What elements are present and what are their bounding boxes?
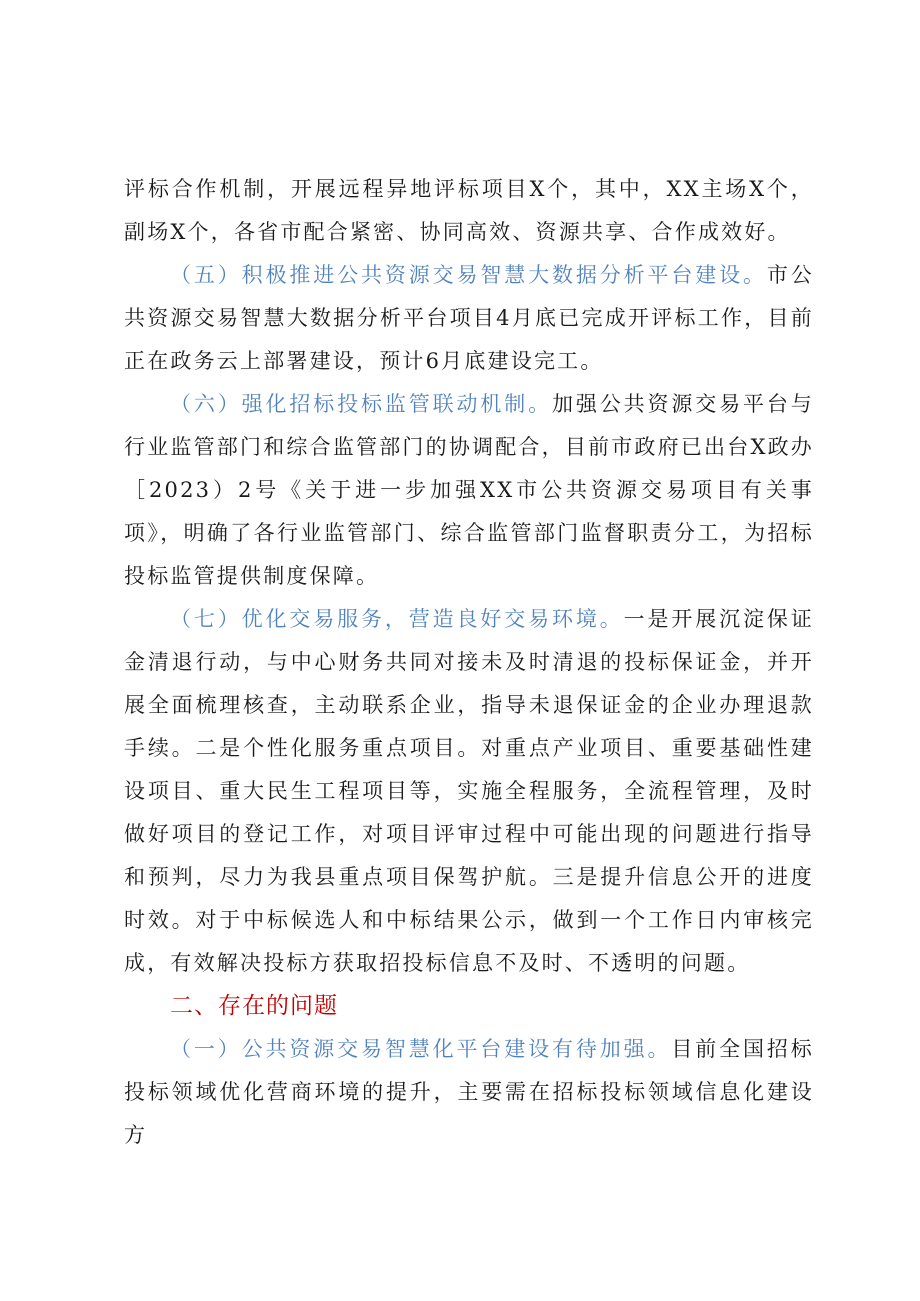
paragraph-lead: （一）公共资源交易智慧化平台建设有待加强。 — [170, 1037, 672, 1061]
paragraph-body: 一是开展沉淀保证金清退行动，与中心财务共同对接未及时清退的投标保证金，并开展全面梳理核查，主动联系企业，指导未退保证金的企业办理退款手续。二是个性化服务重点项目。对重点产业项目、重要基础性建设项目、重大民生工程项目等，实施全程服务，全流程管理，及时做好项目的登记工作，对项目评审过程中可能出现的问题进行指导和预判，尽力为我县重点项目保驾护航。三是提升信息公开的进度时效。对于中标候选人和中标结果公示，做到一个工作日内审核完成，有效解决投标方获取招投标信息不及时、不透明的问题。 — [124, 607, 814, 975]
paragraph-item-6 — [124, 383, 814, 598]
paragraph-lead: （五）积极推进公共资源交易智慧大数据分析平台建设。 — [170, 263, 767, 287]
document-body — [124, 168, 814, 1157]
paragraph-lead: （七）优化交易服务，营造良好交易环境。 — [170, 607, 624, 631]
paragraph-continuation — [124, 168, 814, 254]
paragraph-body: 市公共资源交易智慧大数据分析平台项目4月底已完成开评标工作，目前正在政务云上部署建设，预计6月底建设完工。 — [124, 263, 814, 373]
paragraph-body: 加强公共资源交易平台与行业监管部门和综合监管部门的协调配合，目前市政府已出台X政办［2023）2号《关于进一步加强XX市公共资源交易项目有关事项》，明确了各行业监管部门、综合监管部门监督职责分工，为招标投标监管提供制度保障。 — [124, 392, 814, 588]
paragraph-body: 评标合作机制，开展远程异地评标项目X个，其中，XX主场X个，副场X个，各省市配合紧密、协同高效、资源共享、合作成效好。 — [124, 177, 814, 244]
paragraph-item-5 — [124, 254, 814, 383]
paragraph-lead: （六）强化招标投标监管联动机制。 — [170, 392, 553, 416]
paragraph-problem-1 — [124, 1028, 814, 1157]
paragraph-body: 目前全国招标投标领域优化营商环境的提升，主要需在招标投标领域信息化建设方 — [124, 1037, 815, 1147]
paragraph-item-7 — [124, 598, 814, 985]
section-heading: 二、存在的问题 — [170, 993, 338, 1019]
